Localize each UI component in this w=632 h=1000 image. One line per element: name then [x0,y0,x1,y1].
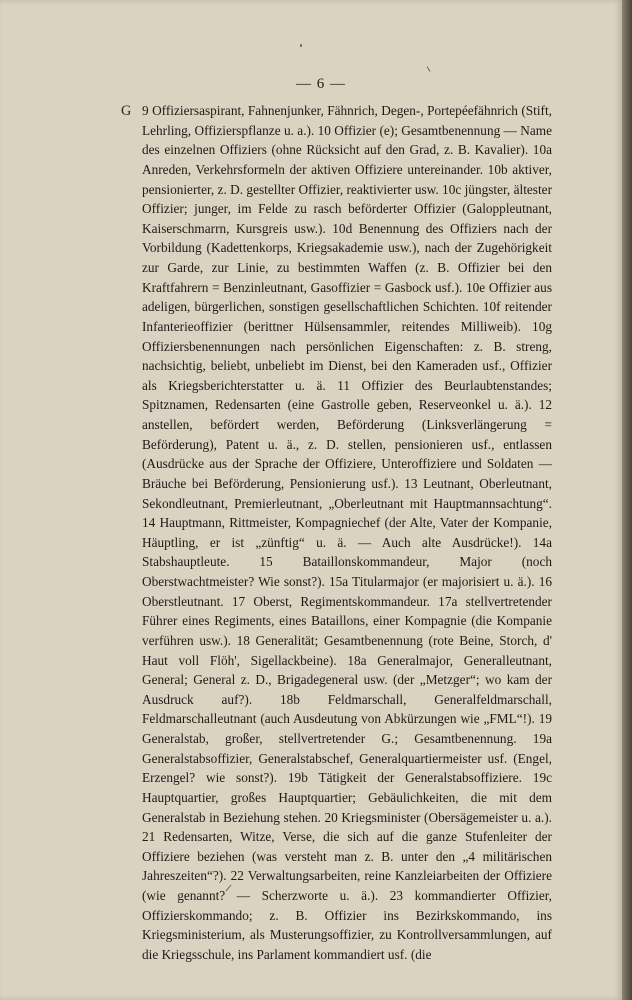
page-number: — 6 — [296,76,346,92]
margin-section-letter: G [121,103,132,119]
main-text-block [142,101,552,965]
paper-speck [427,66,431,72]
page-edge-shadow [622,0,632,1000]
body-paragraph: 9 Offiziersaspirant, Fahnenjunker, Fähnrich, Degen-, Portepéefähnrich (Stift, Lehrling, Offizierspflanze u. a.). 10 Offizier (e); Gesamtbenennung — Name des einzelnen Offiziers (ohne Rücksicht auf den Grad, z. B. Kavalier). 10a Anreden, Verkehrsformeln der aktiven Offiziere untereinander. 10b aktiver, pensionierter, z. D. gestellter Offizier, reaktivierter usw. 10c jüngster, ältester Offizier; junger, im Felde zu rasch beförderter Offizier (Galoppleutnant, Kaiserschmarrn, Kursgreis usw.). 10d Benennung des Offiziers nach der Vorbildung (Kadettenkorps, Kriegsakademie usw.), nach der Zugehörigkeit zur Garde, zur Linie, zu bestimmten Waffen (z. B. Offizier bei den Kraftfahrern = Benzinleutnant, Gasoffizier = Gasbock usf.). 10e Offizier aus adeligen, bürgerlichen, sonstigen gesellschaftlichen Schichten. 10f reitender Infanterieoffizier (berittner Hülsensammler, reitendes Milliweib). 10g Offiziersbenennungen nach persönlichen Eigenschaften: z. B. streng, nachsichtig, beliebt, unbeliebt im Dienst, bei den Kameraden usf., Offizier als Kriegsberichterstatter u. ä. 11 Offizier des Beurlaubtenstandes; Spitznamen, Redensarten (eine Gastrolle geben, Reserveonkel u. ä.). 12 anstellen, befördert werden, Beförderung (Linksverlängerung = Beförderung), Patent u. ä., z. D. stellen, pensionieren usf., entlassen (Ausdrücke aus der Sprache der Offiziere, Unteroffiziere und Soldaten — Bräuche bei Beförderung, Pensionierung usf.). 13 Leutnant, Oberleutnant, Sekondleutnant, Premierleutnant, „Oberleutnant mit Hauptmannsachtung“. 14 Hauptmann, Rittmeister, Kompagniechef (der Alte, Vater der Kompanie, Häuptling, er ist „zünftig“ u. ä. — Auch alte Ausdrücke!). 14a Stabshauptleute. 15 Bataillonskommandeur, Major (noch Oberstwachtmeister? Wie sonst?). 15a Titularmajor (er majorisiert u. ä.). 16 Oberstleutnant. 17 Oberst, Regimentskommandeur. 17a stellvertretender Führer eines Regiments, eines Bataillons, einer Kompagnie (die Kompanie verführen usw.). 18 Generalität; Gesamtbenennung (rote Beine, Storch, d' Haut voll Flöh', Sigellackbeine). 18a Generalmajor, Generalleutnant, General; General z. D., Brigadegeneral usw. (der „Metzger“; wo kam der Ausdruck auf?). 18b Feldmarschall, Generalfeldmarschall, Feldmarschalleutnant (auch Ausdeutung von Abkürzungen wie „FML“!). 19 Generalstab, großer, stellvertretender G.; Gesamtbenennung. 19a Generalstabsoffizier, Generalstabschef, Generalquartiermeister usf. (Engel, Erzengel? wie sonst?). 19b Tätigkeit der Generalstabsoffiziere. 19c Hauptquartier, großes Hauptquartier; Gebäulichkeiten, die mit dem Generalstab in Beziehung stehen. 20 Kriegsminister (Obersägemeister u. a.). 21 Redensarten, Witze, Verse, die sich auf die ganze Stufenleiter der Offiziere beziehen (was versteht man z. B. unter den „4 militärischen Jahreszeiten“?). 22 Verwaltungsarbeiten, reine Kanzleiarbeiten der Offiziere (wie genannt? — Scherzworte u. ä.). 23 kommandierter Offizier, Offizierskommando; z. B. Offizier ins Bezirkskommando, ins Kriegsministerium, als Musterungsoffizier, zu Kontrollversammlungen, auf die Kriegsschule, ins Parlament kommandiert usf. (die [142,103,552,962]
paper-speck [300,44,302,47]
